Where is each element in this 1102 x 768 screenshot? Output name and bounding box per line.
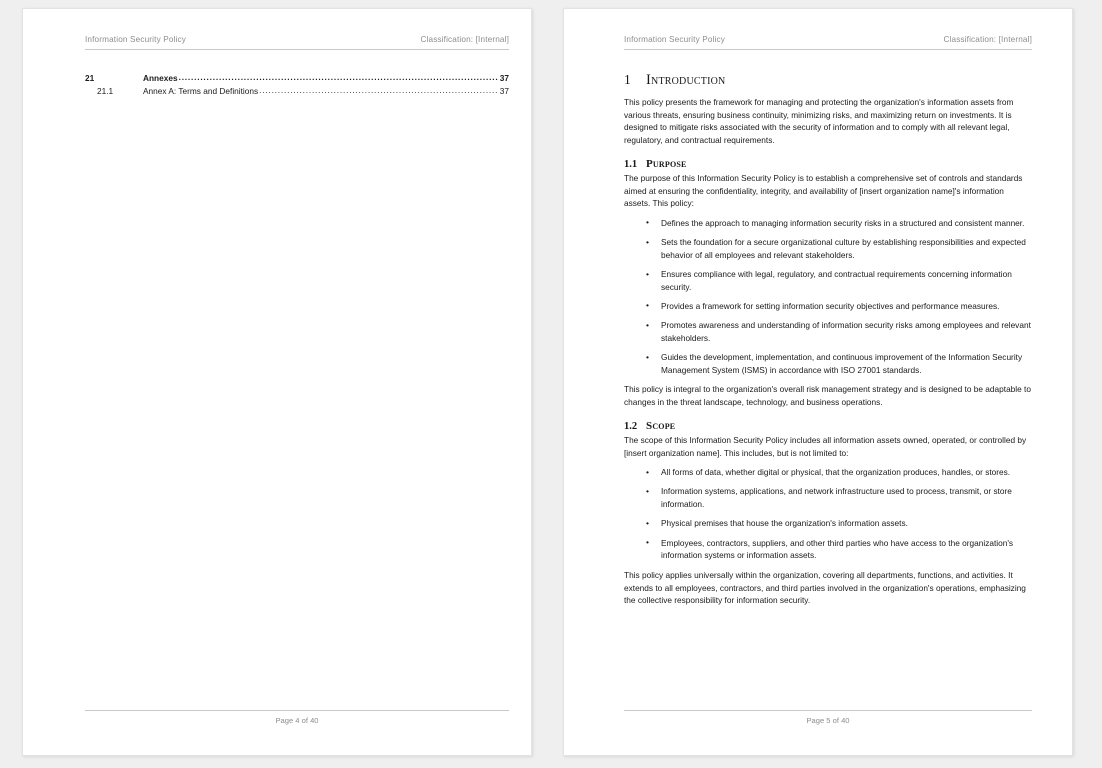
- scope-bullet-list: [624, 466, 1032, 562]
- page-4-number: Page 4 of 40: [275, 716, 319, 725]
- section-1-2-number: 1.2: [624, 420, 638, 432]
- list-item: • Guides the development, implementation, and continuous improvement of the Information Security Management System (ISMS) in accordance with ISO 27001 standards.: [646, 351, 1032, 376]
- document-page-5[interactable]: [563, 8, 1073, 756]
- toc-entry[interactable]: [85, 85, 509, 98]
- page-4-header-title: Information Security Policy: [85, 35, 186, 44]
- toc-entry-title: Annexes: [143, 73, 178, 83]
- section-1-number: 1: [624, 72, 631, 87]
- toc-entry-title: Annex A: Terms and Definitions: [143, 86, 259, 96]
- list-item: • Ensures compliance with legal, regulatory, and contractual requirements concerning information security.: [646, 268, 1032, 293]
- page-4-header-rule: [85, 49, 509, 50]
- toc-entry-number: 21.1: [97, 86, 114, 96]
- page-5-header-rule: [624, 49, 1032, 50]
- list-item: • Defines the approach to managing information security risks in a structured and consistent manner.: [646, 217, 1032, 230]
- page-5-header-classification: Classification: [Internal]: [943, 35, 1032, 44]
- scope-closing-paragraph: This policy applies universally within the organization, covering all departments, functions, and activities. It extends to all employees, contractors, and third parties involved in the organization's operations, emphasizing the collective responsibility for information security.: [624, 569, 1026, 606]
- section-1-1-number: 1.1: [624, 158, 638, 170]
- purpose-bullet-list: [624, 217, 1032, 377]
- toc-entry-number: 21: [85, 73, 95, 83]
- toc-leader-dots: [259, 84, 499, 97]
- table-of-contents: [85, 72, 509, 98]
- section-1-1-title: Purpose: [646, 157, 687, 170]
- purpose-intro-paragraph: The purpose of this Information Security Policy is to establish a comprehensive set of controls and standards aimed at ensuring the confidentiality, integrity, and availability of [insert organization name]'s information assets. This policy:: [624, 172, 1023, 209]
- page-4-header-classification: Classification: [Internal]: [420, 35, 509, 44]
- list-item: • All forms of data, whether digital or physical, that the organization produces, handles, or stores.: [646, 466, 1032, 479]
- page-5-footer-rule: [624, 710, 1032, 711]
- page-4-content-area: [85, 35, 509, 755]
- scope-intro-paragraph: The scope of this Information Security Policy includes all information assets owned, operated, or controlled by [insert organization name]. This includes, but is not limited to:: [624, 434, 1027, 458]
- section-1-title: Introduction: [646, 72, 726, 88]
- page-5-running-header: [624, 35, 1032, 49]
- list-item: • Provides a framework for setting information security objectives and performance measures.: [646, 300, 1032, 313]
- toc-leader-dots: [179, 71, 499, 84]
- list-item: • Information systems, applications, and network infrastructure used to process, transmit, or store information.: [646, 485, 1032, 510]
- toc-entry-page: 37: [499, 86, 509, 96]
- section-1-2-title: Scope: [646, 419, 676, 432]
- list-item: • Physical premises that house the organization's information assets.: [646, 517, 1032, 530]
- page-5-running-footer: [624, 710, 1032, 725]
- toc-entry-page: 37: [499, 73, 509, 83]
- page-5-content-area: [624, 35, 1032, 755]
- section-1-1-heading: [624, 158, 1032, 170]
- page-4-footer-rule: [85, 710, 509, 711]
- list-item: • Employees, contractors, suppliers, and other third parties who have access to the organization's information systems or information assets.: [646, 537, 1032, 562]
- page-4-running-footer: [85, 710, 509, 725]
- list-item: • Promotes awareness and understanding of information security risks among employees and relevant stakeholders.: [646, 319, 1032, 344]
- page-5-header-title: Information Security Policy: [624, 35, 725, 44]
- section-1-2-heading: [624, 420, 1032, 432]
- document-page-4[interactable]: [22, 8, 532, 756]
- page-5-body: [624, 72, 1032, 607]
- page-5-number: Page 5 of 40: [806, 716, 850, 725]
- page-4-running-header: [85, 35, 509, 49]
- list-item: • Sets the foundation for a secure organizational culture by establishing responsibilities and expected behavior of all employees and relevant stakeholders.: [646, 236, 1032, 261]
- section-1-intro-paragraph: This policy presents the framework for managing and protecting the organization's information assets from various threats, ensuring business continuity, minimizing risks, and maximizing return on investments. It is designed to mitigate risks associated with the security of information and to comply with all relevant legal, regulatory, and contractual requirements.: [624, 97, 1014, 146]
- purpose-closing-paragraph: This policy is integral to the organization's overall risk management strategy and is designed to be adaptable to changes in the threat landscape, technology, and business operations.: [624, 384, 1031, 408]
- section-1-heading: [624, 72, 1032, 89]
